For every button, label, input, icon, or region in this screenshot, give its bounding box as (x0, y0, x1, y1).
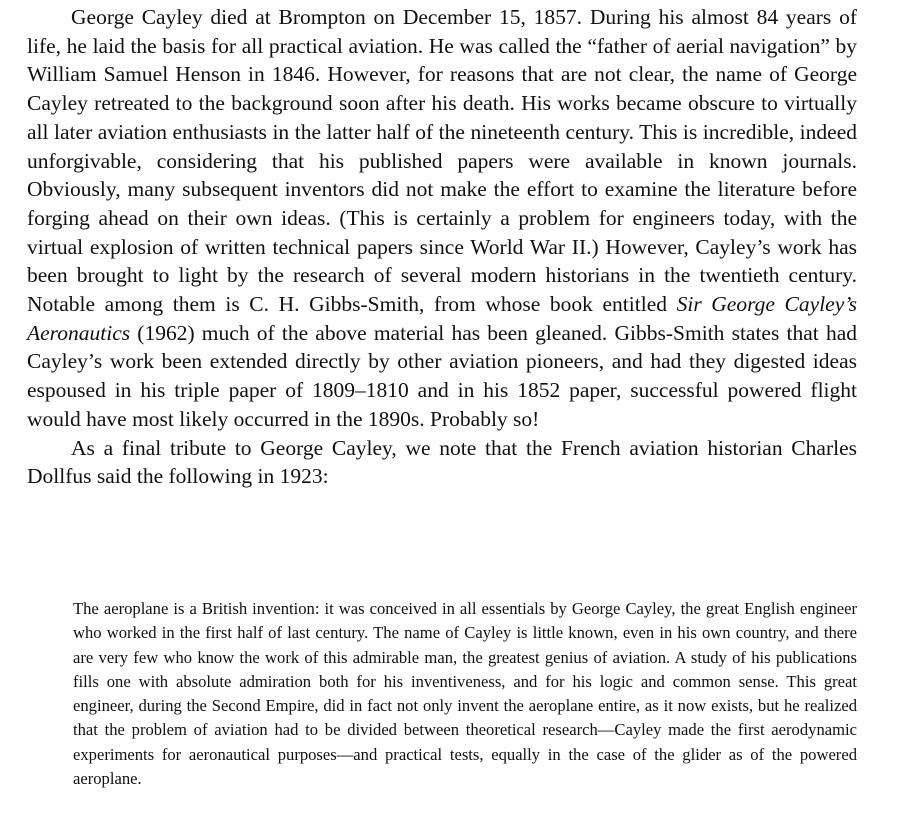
paragraph-cayley-death-part2: (1962) much of the above material has been gleaned. Gibbs-Smith states that had Cayley’s work been extended directly by other aviation pioneers, and had they digested ideas espoused in his triple paper of 1809–1810 and in his 1852 paper, successful powered flight would have most likely occurred in the 1890s. Probably so! (27, 320, 857, 431)
book-title: Sir George Cayley’s Aeronautics (27, 292, 858, 345)
paragraph-final-tribute: As a final tribute to George Cayley, we note that the French aviation historian Charles Dollfus said the following in 1923: (27, 435, 857, 489)
main-text (27, 3, 857, 491)
dollfus-quote-text: The aeroplane is a British invention: it was conceived in all essentials by George Cayley, the great English engineer who worked in the first half of last century. The name of Cayley is little known, even in his own country, and there are very few who know the work of this admirable man, the greatest genius of aviation. A study of his publications fills one with absolute admiration both for his inventiveness, and for his logic and common sense. This great engineer, during the Second Empire, did in fact not only invent the aeroplane entire, as it now exists, but he realized that the problem of aviation had to be divided between theoretical research—Cayley made the first aerodynamic experiments for aeronautical purposes—and practical tests, equally in the case of the glider as of the powered aeroplane. (73, 599, 857, 789)
paragraph-cayley-death (27, 3, 857, 434)
dollfus-quote (73, 597, 857, 791)
paragraph-cayley-death-part1: George Cayley died at Brompton on December 15, 1857. During his almost 84 years of life, he laid the basis for all practical aviation. He was called the “father of aerial navigation” by William Samuel Henson in 1846. However, for reasons that are not clear, the name of George Cayley retreated to the background soon after his death. His works became obscure to virtually all later aviation enthusiasts in the latter half of the nineteenth century. This is incredible, indeed unforgivable, considering that his published papers were available in known journals. Obviously, many subsequent inventors did not make the effort to examine the literature before forging ahead on their own ideas. (This is certainly a problem for engineers today, with the virtual explosion of written technical papers since World War II.) However, Cayley’s work has been brought to light by the research of several modern historians in the twentieth century. Notable among them is C. H. Gibbs-Smith, from whose book entitled (27, 5, 857, 317)
